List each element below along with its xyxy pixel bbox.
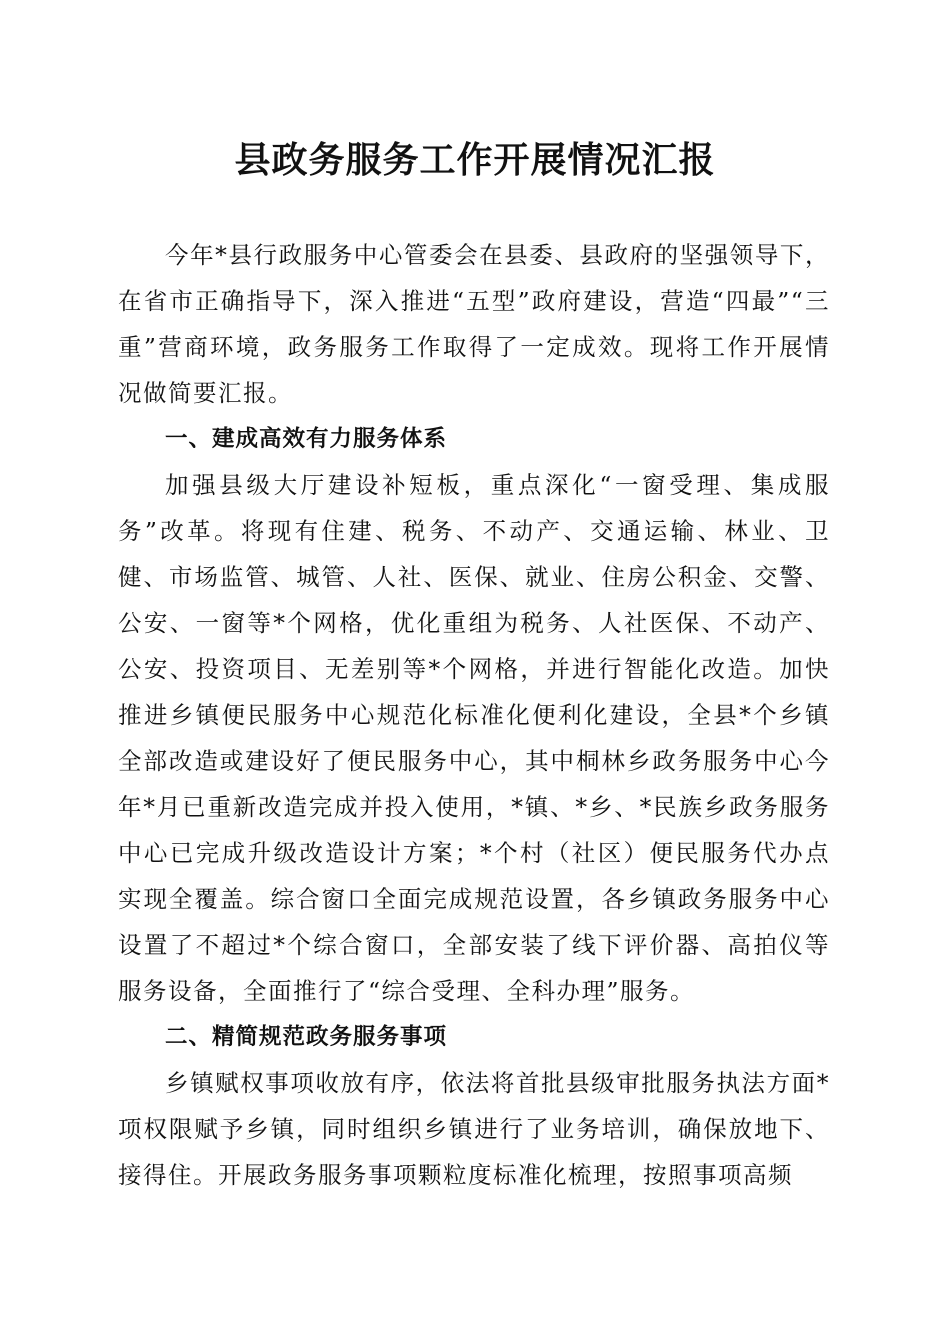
section-paragraph-1: 加强县级大厅建设补短板，重点深化“一窗受理、集成服务”改革。将现有住建、税务、不动产、交通运输、林业、卫健、市场监管、城管、人社、医保、就业、住房公积金、交警、公安、一窗等*个网格，优化重组为税务、人社医保、不动产、公安、投资项目、无差别等*个网格，并进行智能化改造。加快推进乡镇便民服务中心规范化标准化便利化建设，全县*个乡镇全部改造或建设好了便民服务中心，其中桐林乡政务服务中心今年*月已重新改造完成并投入使用，*镇、*乡、*民族乡政务服务中心已完成升级改造设计方案；*个村（社区）便民服务代办点实现全覆盖。综合窗口全面完成规范设置，各乡镇政务服务中心设置了不超过*个综合窗口，全部安装了线下评价器、高拍仪等服务设备，全面推行了“综合受理、全科办理”服务。 (118, 471, 830, 1005)
section-heading-1: 一、建成高效有力服务体系 (165, 426, 448, 452)
intro-paragraph: 今年*县行政服务中心管委会在县委、县政府的坚强领导下，在省市正确指导下，深入推进“五型”政府建设，营造“四最”“三重”营商环境，政务服务工作取得了一定成效。现将工作开展情况做简要汇报。 (118, 241, 830, 407)
section-paragraph-2: 乡镇赋权事项收放有序，依法将首批县级审批服务执法方面*项权限赋予乡镇，同时组织乡镇进行了业务培训，确保放地下、接得住。开展政务服务事项颗粒度标准化梳理，按照事项高频 (118, 1069, 830, 1189)
document-body (118, 232, 830, 1198)
section-heading-2: 二、精简规范政务服务事项 (165, 1024, 448, 1050)
document-title: 县政务服务工作开展情况汇报 (234, 139, 716, 181)
